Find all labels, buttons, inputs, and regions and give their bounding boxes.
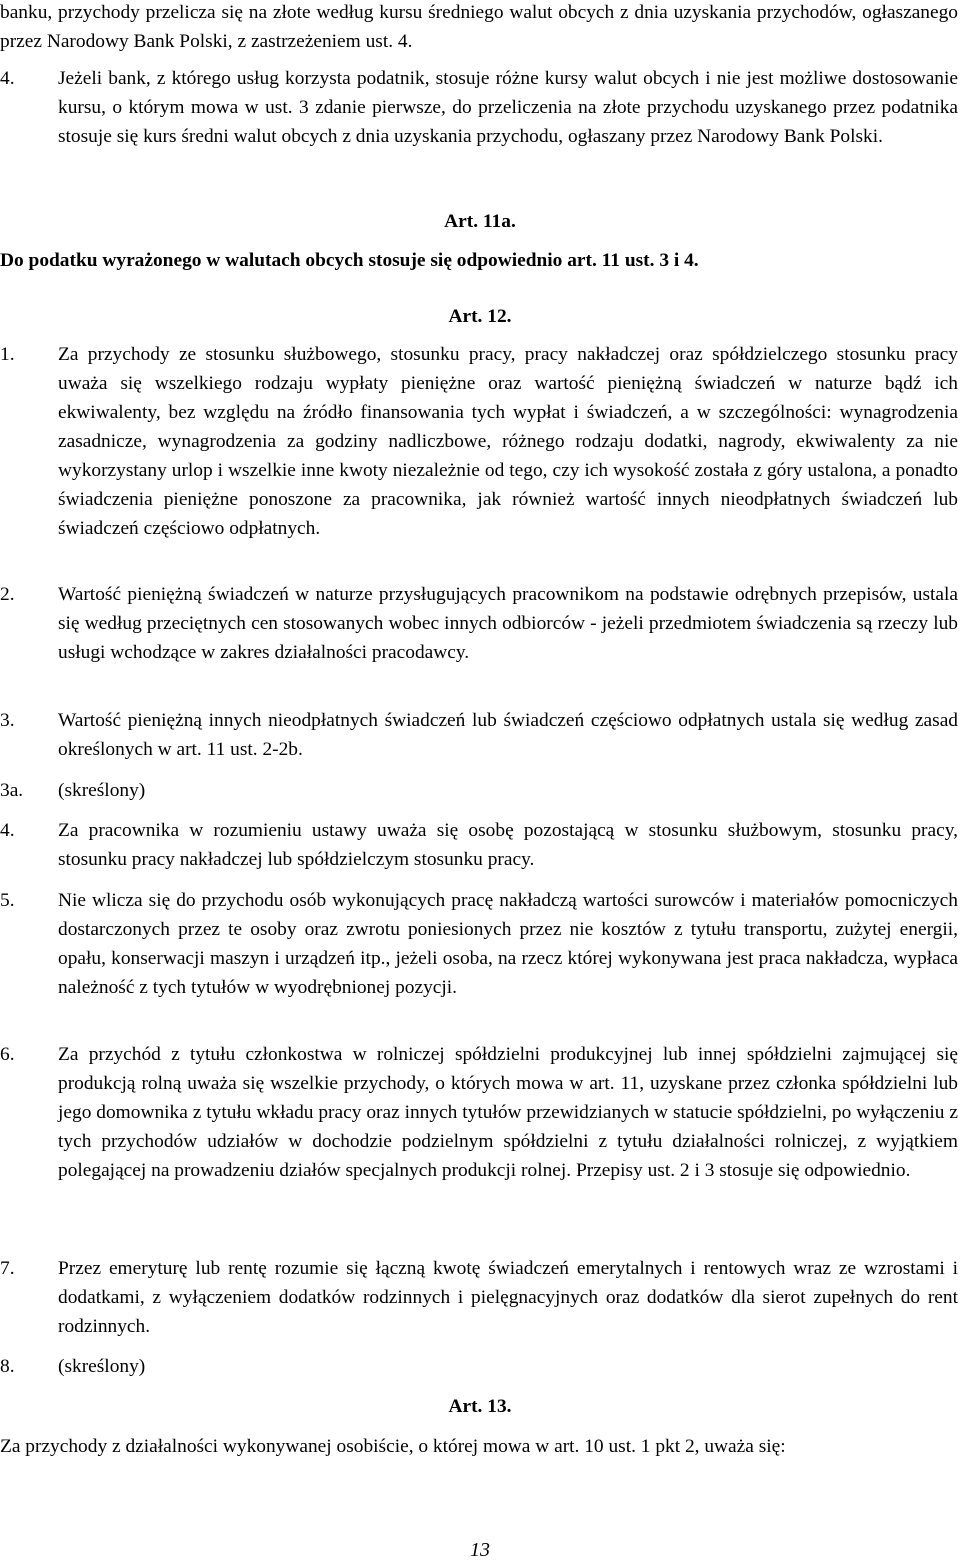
art12-paragraph-8 (0, 1352, 958, 1381)
paragraph-text: (skreślony) (58, 1356, 146, 1377)
paragraph-number: 2. (0, 584, 15, 605)
paragraph-text: Wartość pieniężną świadczeń w naturze przysługujących pracownikom na podstawie odrębnych przepisów, ustala się według przeciętnych cen stosowanych wobec innych odbiorców - jeżeli przedmiotem świadczenia są rzeczy lub usługi wchodzące w zakres działalności pracodawcy. (58, 584, 958, 663)
art12-paragraph-3a (0, 776, 958, 805)
art12-paragraph-2 (0, 580, 958, 667)
art13-heading: Art. 13. (448, 1396, 512, 1417)
paragraph-text: Jeżeli bank, z którego usług korzysta podatnik, stosuje różne kursy walut obcych i nie jest możliwe dostosowanie kursu, o którym mowa w ust. 3 zdanie pierwsze, do przeliczenia na złote przychodu uzyskanego przez podatnika stosuje się kurs średni walut obcych z dnia uzyskania przychodu, ogłaszany przez Narodowy Bank Polski. (58, 68, 958, 147)
art12-paragraph-4 (0, 816, 958, 874)
paragraph-text: Za przychód z tytułu członkostwa w rolniczej spółdzielni produkcyjnej lub innej spółdzielni zajmującej się produkcją rolną uważa się wszelkie przychody, o których mowa w art. 11, uzyskane przez członka spółdzielni lub jego domownika z tytułu wkładu pracy oraz innych tytułów przewidzianych w statucie spółdzielni, po wyłączeniu z tych przychodów udziałów w dochodzie podzielnym spółdzielni z tytułu działalności rolniczej, z wyjątkiem polegającej na prowadzeniu działów specjalnych produkcji rolnej. Przepisy ust. 2 i 3 stosuje się odpowiednio. (58, 1044, 958, 1181)
paragraph-text: Za przychody ze stosunku służbowego, stosunku pracy, pracy nakładczej oraz spółdzielczego stosunku pracy uważa się wszelkiego rodzaju wypłaty pieniężne oraz wartość pieniężną świadczeń w naturze bądź ich ekwiwalenty, bez względu na źródło finansowania tych wypłat i świadczeń, a w szczególności: wynagrodzenia zasadnicze, wynagrodzenia za godziny nadliczbowe, różnego rodzaju dodatki, nagrody, ekwiwalenty za nie wykorzystany urlop i wszelkie inne kwoty niezależnie od tego, czy ich wysokość została z góry ustalona, a ponadto świadczenia pieniężne ponoszone za pracownika, jak również wartość innych nieodpłatnych świadczeń lub świadczeń częściowo odpłatnych. (58, 344, 958, 539)
paragraph-text: (skreślony) (58, 780, 146, 801)
paragraph-text: Przez emeryturę lub rentę rozumie się łączną kwotę świadczeń emerytalnych i rentowych wraz ze wzrostami i dodatkami, z wyłączeniem dodatków rodzinnych i pielęgnacyjnych oraz dodatków dla sierot zupełnych do rent rodzinnych. (58, 1258, 958, 1337)
art12-paragraph-1 (0, 340, 958, 543)
paragraph-text: Za pracownika w rozumieniu ustawy uważa się osobę pozostającą w stosunku służbowym, stosunku pracy, stosunku pracy nakładczej lub spółdzielczym stosunku pracy. (58, 820, 958, 870)
paragraph-number: 6. (0, 1044, 15, 1065)
paragraph-number: 4. (0, 68, 15, 89)
continuation-paragraph: banku, przychody przelicza się na złote według kursu średniego walut obcych z dnia uzyskania przychodów, ogłaszanego przez Narodowy Bank Polski, z zastrzeżeniem ust. 4. (0, 2, 958, 52)
page-number: 13 (470, 1539, 490, 1561)
art13-text: Za przychody z działalności wykonywanej osobiście, o której mowa w art. 10 ust. 1 pkt 2, uważa się: (0, 1436, 786, 1457)
art12-paragraph-5 (0, 886, 958, 1002)
paragraph-text: Wartość pieniężną innych nieodpłatnych świadczeń lub świadczeń częściowo odpłatnych ustala się według zasad określonych w art. 11 ust. 2-2b. (58, 710, 958, 760)
art12-heading: Art. 12. (448, 306, 512, 327)
paragraph-number: 1. (0, 344, 15, 365)
paragraph-number: 3a. (0, 780, 24, 801)
paragraph-number: 7. (0, 1258, 15, 1279)
art12-paragraph-3 (0, 706, 958, 764)
art12-paragraph-7 (0, 1254, 958, 1341)
paragraph-number: 8. (0, 1356, 15, 1377)
art11a-text: Do podatku wyrażonego w walutach obcych stosuje się odpowiednio art. 11 ust. 3 i 4. (0, 250, 699, 271)
paragraph-text: Nie wlicza się do przychodu osób wykonujących pracę nakładczą wartości surowców i materiałów pomocniczych dostarczonych przez te osoby oraz zwrotu poniesionych przez nie kosztów z tytułu transportu, zużytej energii, opału, konserwacji maszyn i urządzeń itp., jeżeli osoba, na rzecz której wykonywana jest praca nakładcza, wypłaca należność z tych tytułów w wyodrębnionej pozycji. (58, 890, 958, 998)
paragraph-number: 4. (0, 820, 15, 841)
art11a-heading: Art. 11a. (444, 211, 516, 232)
paragraph-number: 5. (0, 890, 15, 911)
art12-paragraph-6 (0, 1040, 958, 1185)
art11-paragraph-4 (0, 64, 958, 151)
paragraph-number: 3. (0, 710, 15, 731)
